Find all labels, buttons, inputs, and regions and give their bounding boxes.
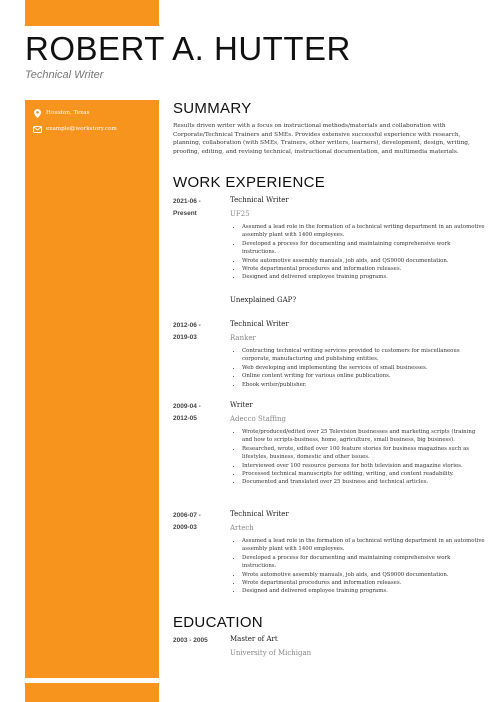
job-date-start: 2021-06 - bbox=[173, 198, 201, 205]
job-date-start: 2009-04 - bbox=[173, 403, 201, 410]
summary-heading: SUMMARY bbox=[173, 100, 252, 117]
job-bullet: • Designed and delivered employee training programs. bbox=[242, 587, 485, 595]
education-heading: EDUCATION bbox=[173, 614, 263, 631]
candidate-title: Technical Writer bbox=[25, 69, 104, 81]
job-bullet: • Assumed a lead role in the formation of a technical writing department in an automotive assembly plant with 1400 employees. bbox=[242, 537, 485, 554]
job-title: Technical Writer bbox=[230, 196, 289, 204]
job-title: Technical Writer bbox=[230, 320, 289, 328]
contact-email[interactable] bbox=[32, 124, 117, 134]
job-company: Artech bbox=[230, 524, 254, 532]
location-text: Houston, Texas bbox=[46, 110, 90, 116]
job-bullet: • Online content writing for various online publications. bbox=[242, 372, 485, 380]
job-bullets bbox=[230, 223, 485, 282]
job-dates bbox=[173, 401, 223, 425]
candidate-name: ROBERT A. HUTTER bbox=[25, 30, 351, 67]
job-dates bbox=[173, 510, 223, 534]
job-bullet: • Processed technical manuscripts for editing, writing, and content readability. bbox=[242, 470, 485, 478]
job-bullet: • Developed a process for documenting and maintaining comprehensive work instructions. bbox=[242, 240, 485, 257]
job-dates bbox=[173, 320, 223, 344]
email-text[interactable]: example@workstory.com bbox=[46, 126, 117, 132]
gap-note: Unexplained GAP? bbox=[230, 296, 297, 304]
job-bullet: • Wrote departmental procedures and information releases. bbox=[242, 579, 485, 587]
job-bullets bbox=[230, 347, 485, 389]
job-bullet: • Contracting technical writing services provided to customers for miscellaneous corporate, manufacturing and publishing entities. bbox=[242, 347, 485, 364]
job-bullet: • Assumed a lead role in the formation of a technical writing department in an automotive assembly plant with 1400 employees. bbox=[242, 223, 485, 240]
job-date-end: 2009-03 bbox=[173, 524, 197, 531]
job-date-start: 2012-06 - bbox=[173, 322, 201, 329]
education-school: University of Michigan bbox=[230, 649, 312, 657]
job-date-start: 2006-07 - bbox=[173, 512, 201, 519]
education-degree: Master of Art bbox=[230, 635, 278, 643]
sidebar bbox=[25, 100, 159, 678]
job-bullet: • Wrote automotive assembly manuals, job aids, and QS9000 documentation. bbox=[242, 257, 485, 265]
job-title: Technical Writer bbox=[230, 510, 289, 518]
header-accent-bar bbox=[25, 0, 159, 26]
job-date-end: 2019-03 bbox=[173, 334, 197, 341]
job-company: UF25 bbox=[230, 210, 250, 218]
job-bullet: • Researched, wrote, edited over 100 feature stories for business magazines such as lifestyles, business, domestic and other issues. bbox=[242, 445, 485, 462]
job-bullet: • Web developing and implementing the services of small businesses. bbox=[242, 364, 485, 372]
job-date-end: Present bbox=[173, 210, 197, 217]
map-pin-icon bbox=[32, 108, 42, 118]
education-dates: 2003 - 2005 bbox=[173, 637, 208, 644]
job-dates bbox=[173, 196, 223, 220]
sidebar-bottom-bar bbox=[25, 683, 159, 702]
job-bullet: • Wrote/produced/edited over 25 Television businesses and marketing scripts (training and how to scripts-business, home, agriculture, small business, big business). bbox=[242, 428, 485, 445]
job-company: Adecco Staffing bbox=[230, 415, 286, 423]
job-bullet: • Designed and delivered employee training programs. bbox=[242, 273, 485, 281]
envelope-icon bbox=[32, 124, 42, 134]
job-company: Ranker bbox=[230, 334, 256, 342]
contact-location bbox=[32, 108, 89, 118]
job-bullets bbox=[230, 428, 485, 487]
work-experience-heading: WORK EXPERIENCE bbox=[173, 174, 326, 191]
job-title: Writer bbox=[230, 401, 253, 409]
job-bullet: • Wrote departmental procedures and information releases. bbox=[242, 265, 485, 273]
job-bullet: • Ebook writer/publisher. bbox=[242, 381, 485, 389]
job-bullets bbox=[230, 537, 485, 596]
job-bullet: • Developed a process for documenting and maintaining comprehensive work instructions. bbox=[242, 554, 485, 571]
job-bullet: • Interviewed over 100 resource persons for both television and magazine stories. bbox=[242, 462, 485, 470]
summary-text: Results driven writer with a focus on instructional methods/materials and collaboration with Corporate/Technical Trainers and SMEs. Provides extensive successful experience with research, planning, collaboration (with SMEs, Trainers, other writers, learners), development, design, writing, proofing, editing, and revising technical, instructional documentation, and multimedia materials. bbox=[173, 123, 470, 155]
job-bullet: • Wrote automotive assembly manuals, job aids, and QS9000 documentation. bbox=[242, 571, 485, 579]
job-date-end: 2012-05 bbox=[173, 415, 197, 422]
job-bullet: • Documented and translated over 25 business and technical articles. bbox=[242, 478, 485, 486]
